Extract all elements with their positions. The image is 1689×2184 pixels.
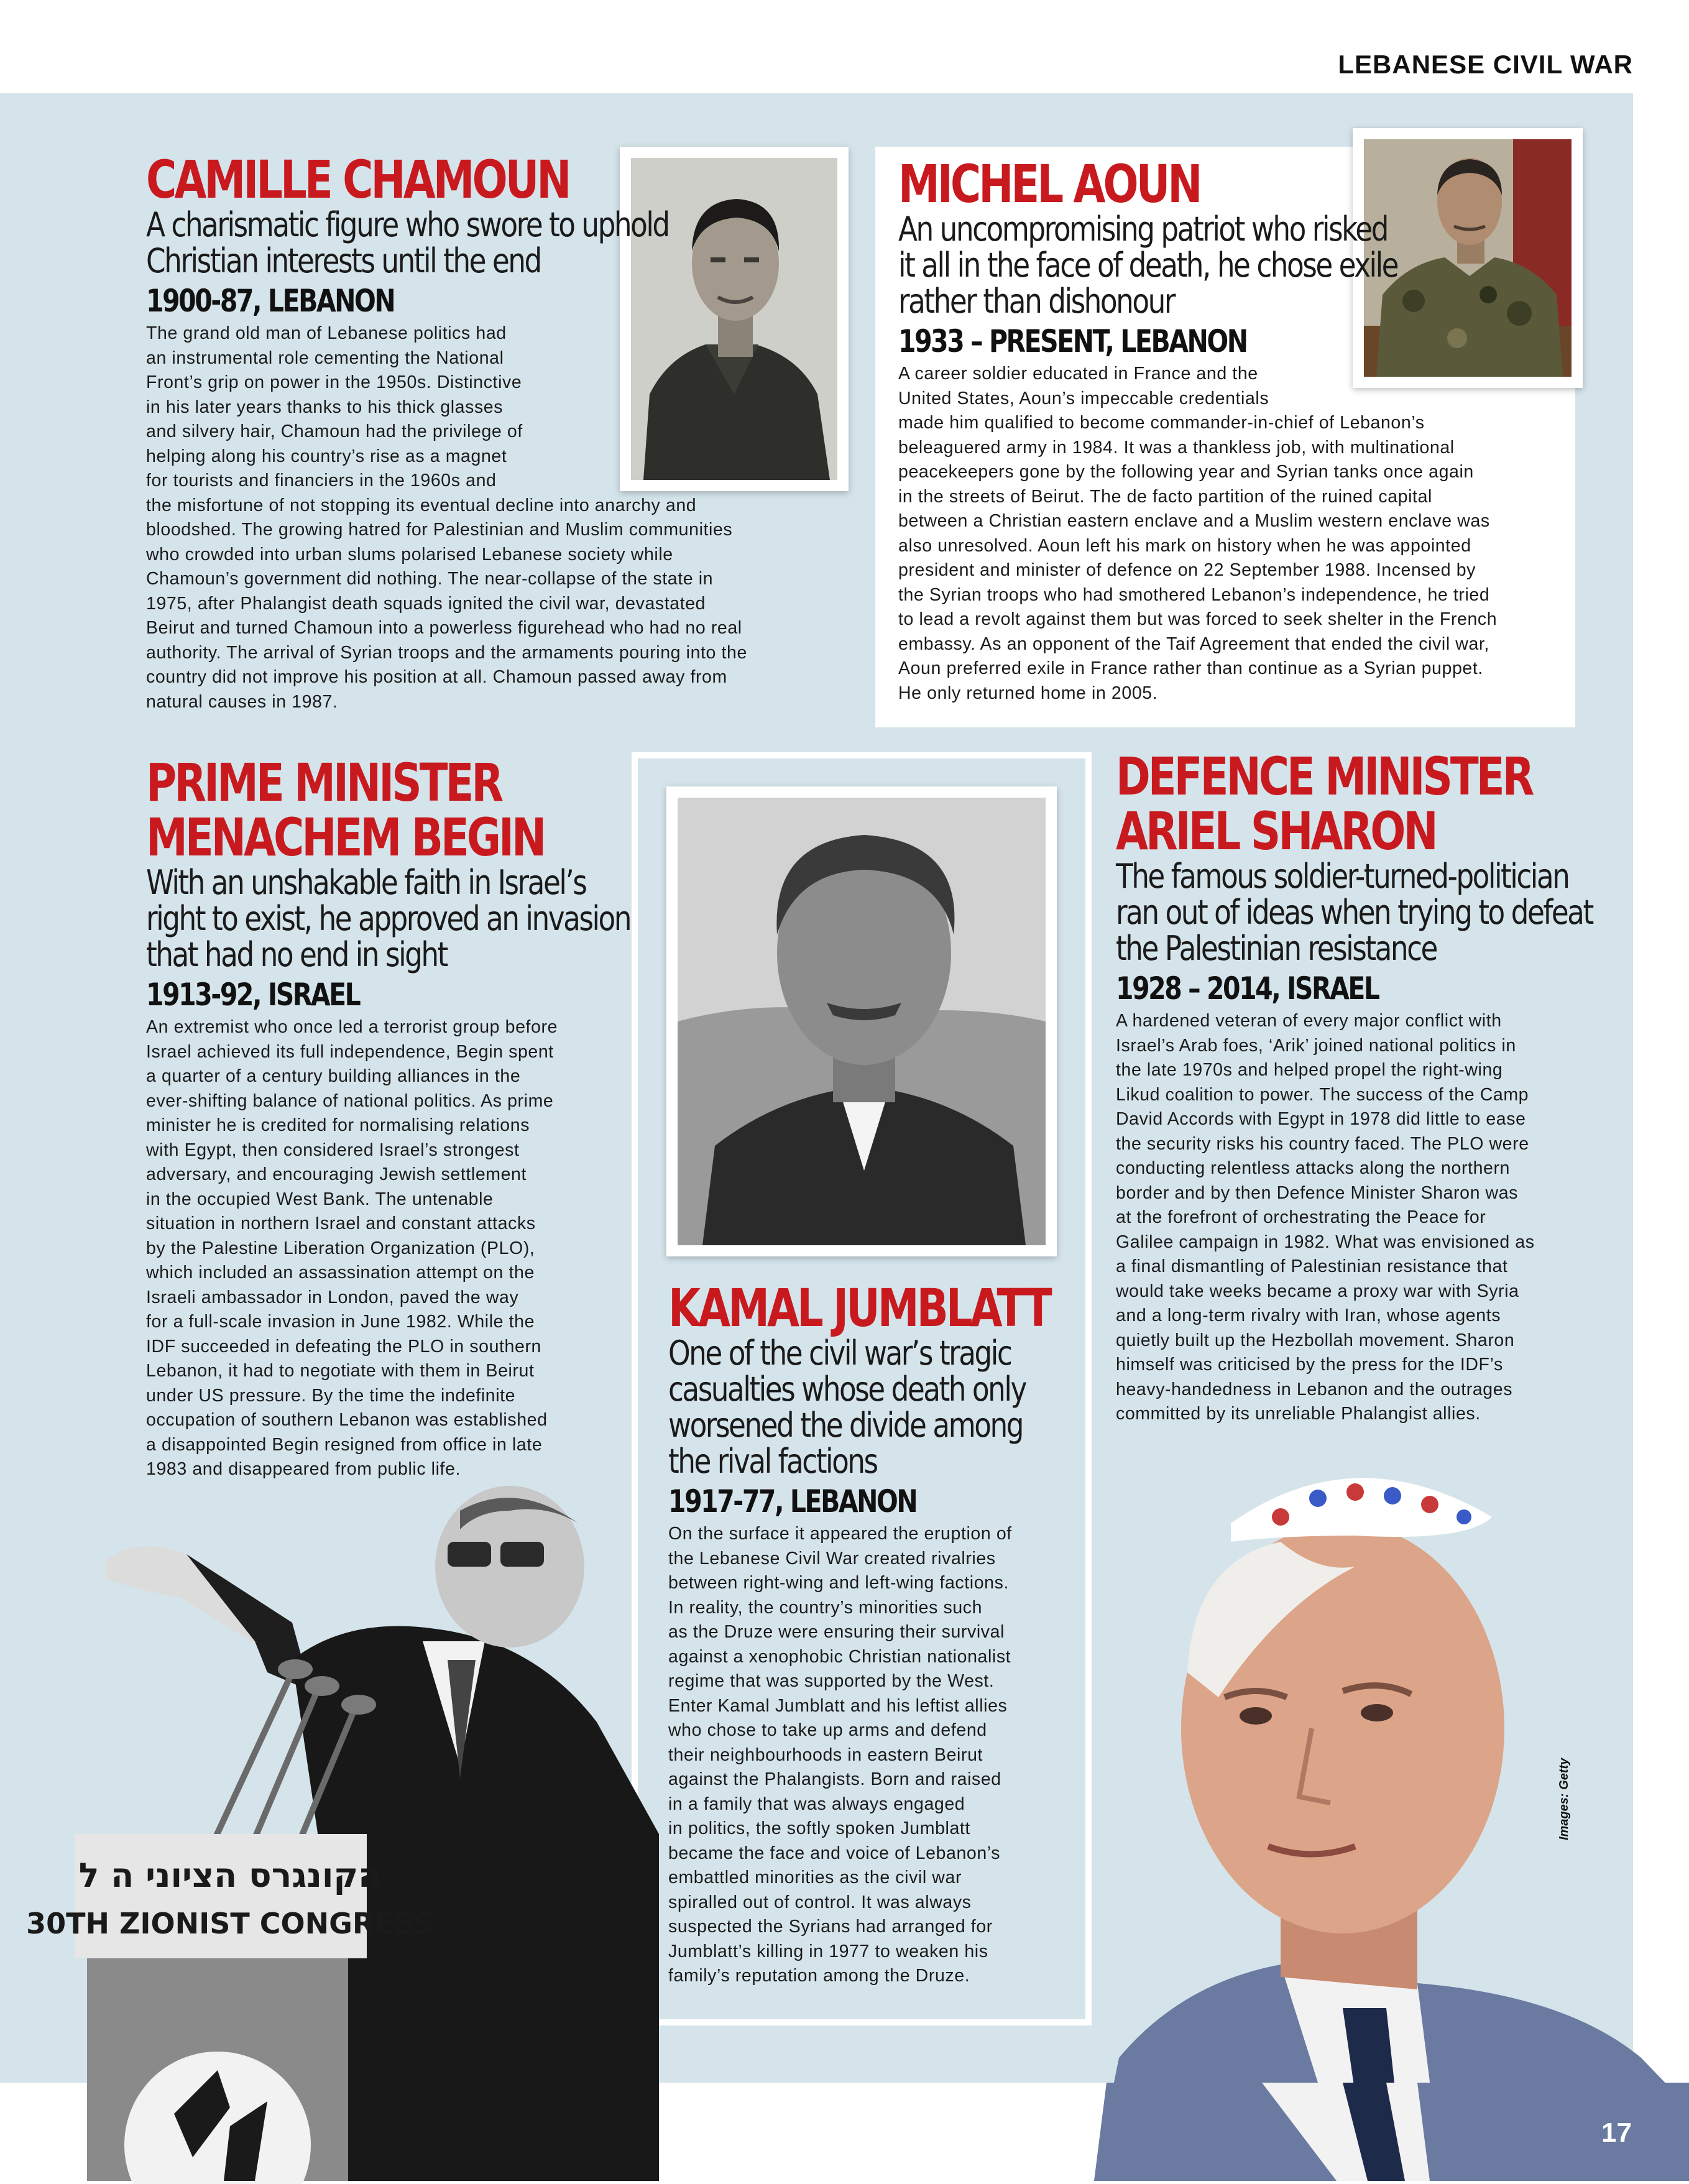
begin-name-2: MENACHEM BEGIN (146, 807, 545, 868)
sharon-name-2: ARIEL SHARON (1116, 801, 1436, 862)
begin-podium-base-illustration (87, 2083, 659, 2181)
article-begin (146, 752, 631, 1482)
sharon-tagline-3: the Palestinian resistance (1116, 929, 1437, 968)
aoun-tagline-1: An uncompromising patriot who risked (898, 210, 1388, 249)
begin-podium-overlap (87, 2083, 659, 2181)
sharon-suit-base-illustration (1094, 2083, 1689, 2181)
section-label: LEBANESE CIVIL WAR (1338, 50, 1633, 79)
page-number: 17 (1601, 2117, 1632, 2148)
begin-tagline-3: that had no end in sight (146, 935, 447, 974)
image-credit: Images: Getty (1557, 1758, 1571, 1840)
aoun-name: MICHEL AOUN (898, 154, 1200, 214)
jumblatt-portrait-illustration (678, 798, 1046, 1245)
podium-english-text: 30TH ZIONIST CONGRESS (26, 1907, 434, 1940)
sharon-tagline-2: ran out of ideas when trying to defeat (1116, 893, 1593, 932)
jumblatt-tagline-4: the rival factions (668, 1442, 877, 1481)
aoun-body: A career soldier educated in France and the United States, Aoun’s impeccable credentials made him qualified to become commander-in-chief of Lebanon’s beleaguered army in 1984. It was a thankless job, with multinational peacekeepers gone by the following year and Syrian tanks once again in the streets of Beirut. The de facto partition of the ruined capital between a Christian eastern enclave and a Muslim western enclave was also unresolved. Aoun left his mark on history when he was appointed president and minister of defence on 22 September 1988. Incensed by the Syrian troops who had smothered Lebanon’s independence, he tried to lead a revolt against them but was forced to seek shelter in the French embassy. As an opponent of the Taif Agreement that ended the civil war, Aoun preferred exile in France rather than continue as a Syrian puppet. He only returned home in 2005. (898, 364, 1498, 703)
jumblatt-dates: 1917-77, LEBANON (668, 1483, 917, 1519)
begin-tagline-1: With an unshakable faith in Israel’s (146, 863, 586, 902)
article-chamoun (146, 149, 855, 714)
begin-tagline-2: right to exist, he approved an invasion (146, 899, 631, 938)
jumblatt-tagline-2: casualties whose death only (668, 1370, 1026, 1409)
sharon-portrait-illustration (1094, 1449, 1689, 2181)
sharon-body: A hardened veteran of every major conflict with Israel’s Arab foes, ‘Arik’ joined national politics in the late 1970s and helped propel the right-wing Likud coalition to power. The success of the Camp David Accords with Egypt in 1978 did little to ease the security risks his country faced. The PLO were conducting relentless attacks along the northern border and by then Defence Minister Sharon was at the forefront of orchestrating the Peace for Galilee campaign in 1982. What was envisioned as a final dismantling of Palestinian resistance that would take weeks became a proxy war with Syria and a long-term rivalry with Iran, whose agents quietly built up the Hezbollah movement. Sharon himself was criticised by the press for the IDF’s heavy-handedness in Lebanon and the outrages committed by its unreliable Phalangist allies. (1116, 1011, 1535, 1424)
begin-name-1: PRIME MINISTER (146, 752, 502, 813)
sharon-name-1: DEFENCE MINISTER (1116, 746, 1532, 807)
jumblatt-tagline-3: worsened the divide among (668, 1406, 1023, 1445)
article-jumblatt (668, 1278, 1079, 1989)
podium-hebrew-text: הקונגרס הציוני ה ל (78, 1856, 382, 1895)
jumblatt-photo (666, 786, 1057, 1256)
article-aoun (898, 154, 1570, 706)
aoun-tagline-2: it all in the face of death, he chose exile (898, 246, 1398, 285)
jumblatt-tagline-1: One of the civil war’s tragic (668, 1334, 1011, 1373)
aoun-tagline-3: rather than dishonour (898, 282, 1174, 321)
sharon-tagline-1: The famous soldier-turned-politician (1116, 857, 1569, 896)
chamoun-dates: 1900-87, LEBANON (146, 283, 395, 319)
chamoun-name: CAMILLE CHAMOUN (146, 149, 569, 210)
aoun-dates: 1933 – PRESENT, LEBANON (898, 323, 1247, 359)
chamoun-body: The grand old man of Lebanese politics had an instrumental role cementing the National Front’s grip on power in the 1950s. Distinctive in his later years thanks to his thick glasses and silvery hair, Chamoun had the privilege of helping along his country’s rise as a magnet for tourists and financiers in the 1960s and the misfortune of not stopping its eventual decline into anarchy and bloodshed. The growing hatred for Palestinian and Muslim communities who crowded into urban slums polarised Lebanese society while Chamoun’s government did nothing. The near-collapse of the state in 1975, after Phalangist death squads ignited the civil war, devastated Beirut and turned Chamoun into a powerless figurehead who had no real authority. The arrival of Syrian troops and the armaments pouring into the country did not improve his position at all. Chamoun passed away from natural causes in 1987. (146, 323, 747, 712)
begin-body: An extremist who once led a terrorist group before Israel achieved its full independence, Begin spent a quarter of a century building alliances in the ever-shifting balance of national politics. As prime minister he is credited for normalising relations with Egypt, then considered Israel’s strongest adversary, and encouraging Jewish settlement in the occupied West Bank. The untenable situation in northern Israel and constant attacks by the Palestine Liberation Organization (PLO), which included an assassination attempt on the Israeli ambassador in London, paved the way for a full-scale invasion in June 1982. While the IDF succeeded in defeating the PLO in southern Lebanon, it had to negotiate with them in Beirut under US pressure. By the time the indefinite occupation of southern Lebanon was established a disappointed Begin resigned from office in late 1983 and disappeared from public life. (146, 1017, 558, 1479)
sharon-photo (1094, 1449, 1689, 2181)
article-sharon (1116, 746, 1626, 1427)
begin-dates: 1913-92, ISRAEL (146, 977, 360, 1013)
jumblatt-name: KAMAL JUMBLATT (668, 1278, 1050, 1339)
sharon-dates: 1928 – 2014, ISRAEL (1116, 970, 1379, 1007)
chamoun-tagline-2: Christian interests until the end (146, 241, 541, 280)
jumblatt-body: On the surface it appeared the eruption of the Lebanese Civil War created rivalries between right-wing and left-wing factions. In reality, the country’s minorities such as the Druze were ensuring their survival against a xenophobic Christian nationalist regime that was supported by the West. Enter Kamal Jumblatt and his leftist allies who chose to take up arms and defend their neighbourhoods in eastern Beirut against the Phalangists. Born and raised in a family that was always engaged in politics, the softly spoken Jumblatt became the face and voice of Lebanon’s embattled minorities as the civil war spiralled out of control. It was always suspected the Syrians had arranged for Jumblatt’s killing in 1977 to weaken his family’s reputation among the Druze. (668, 1524, 1012, 1986)
sharon-suit-overlap (1094, 2083, 1689, 2181)
chamoun-tagline-1: A charismatic figure who swore to uphold (146, 205, 669, 244)
